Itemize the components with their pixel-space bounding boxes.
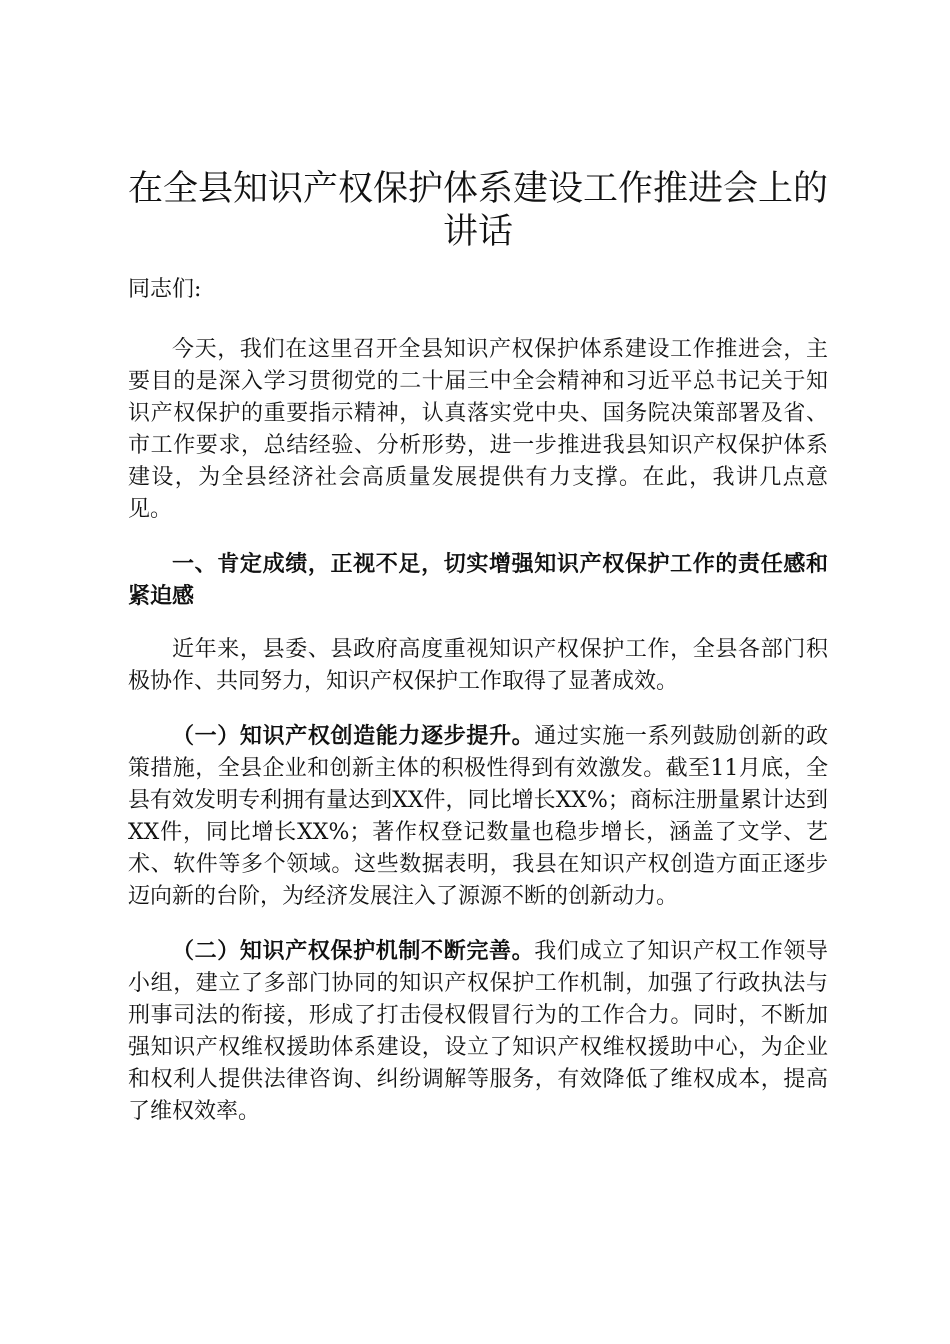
salutation: 同志们: xyxy=(128,277,202,302)
document-title: 在全县知识产权保护体系建设工作推进会上的讲话 xyxy=(128,169,829,252)
document-page xyxy=(128,168,828,1150)
item-paragraph-2 xyxy=(128,935,828,1128)
item-lead-2: （二）知识产权保护机制不断完善。 xyxy=(172,938,535,964)
item-text-2: 我们成立了知识产权工作领导小组，建立了多部门协同的知识产权保护工作机制，加强了行政执法与刑事司法的衔接，形成了打击侵权假冒行为的工作合力。同时，不断加强知识产权维权援助体系建设，设立了知识产权维权援助中心，为企业和权利人提供法律咨询、纠纷调解等服务，有效降低了维权成本，提高了维权效率。 xyxy=(128,939,828,1124)
section-heading-1: 一、肯定成绩，正视不足，切实增强知识产权保护工作的责任感和紧迫感 xyxy=(128,551,828,609)
intro-paragraph: 今天，我们在这里召开全县知识产权保护体系建设工作推进会，主要目的是深入学习贯彻党的二十届三中全会精神和习近平总书记关于知识产权保护的重要指示精神，认真落实党中央、国务院决策部署及省、市工作要求，总结经验、分析形势，进一步推进我县知识产权保护体系建设，为全县经济社会高质量发展提供有力支撑。在此，我讲几点意见。 xyxy=(128,337,828,522)
item-paragraph-1 xyxy=(128,720,828,913)
item-lead-1: （一）知识产权创造能力逐步提升。 xyxy=(172,723,535,749)
section1-intro-paragraph: 近年来，县委、县政府高度重视知识产权保护工作，全县各部门积极协作、共同努力，知识产权保护工作取得了显著成效。 xyxy=(128,637,828,694)
item-text-1: 通过实施一系列鼓励创新的政策措施，全县企业和创新主体的积极性得到有效激发。截至11月底，全县有效发明专利拥有量达到XX件，同比增长XX%；商标注册量累计达到XX件，同比增长XX%；著作权登记数量也稳步增长，涵盖了文学、艺术、软件等多个领域。这些数据表明，我县在知识产权创造方面正逐步迈向新的台阶，为经济发展注入了源源不断的创新动力。 xyxy=(128,724,828,909)
